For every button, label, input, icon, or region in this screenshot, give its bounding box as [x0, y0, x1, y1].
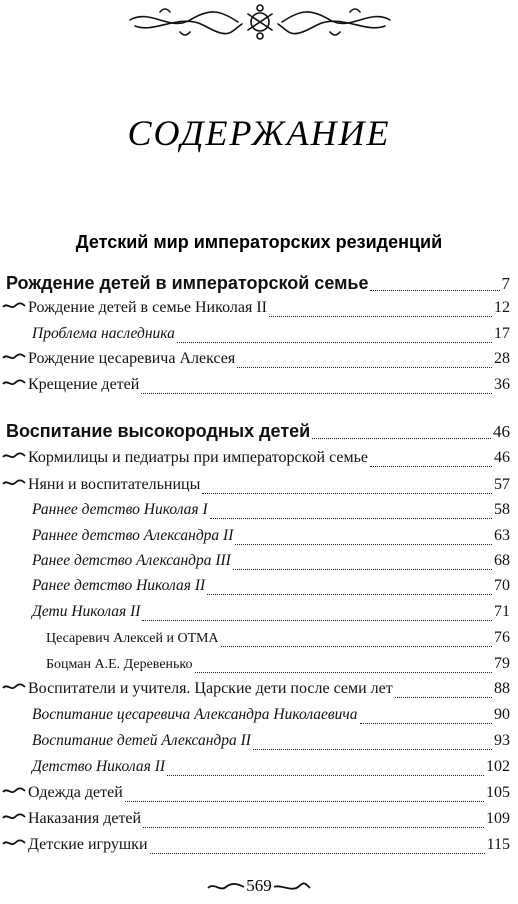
toc-page-number: 63 — [494, 527, 510, 544]
toc-entry — [0, 629, 518, 651]
toc-page-number: 17 — [494, 325, 510, 342]
toc-page-number: 46 — [493, 422, 510, 441]
toc-bullet — [0, 350, 28, 368]
toc-page-number: 68 — [494, 552, 510, 569]
page-title: СОДЕРЖАНИЕ — [127, 113, 391, 153]
toc-page-number: 57 — [494, 476, 510, 493]
toc-page-number: 58 — [494, 501, 510, 518]
dot-leader — [177, 342, 492, 343]
page-number: 569 — [246, 876, 272, 895]
toc-page-number: 90 — [494, 706, 510, 723]
dot-leader — [312, 438, 491, 439]
toc-entry — [0, 449, 518, 471]
swash-bullet-icon — [2, 785, 26, 797]
swash-bullet-icon — [2, 837, 26, 849]
toc-entry — [0, 758, 518, 780]
dot-leader — [207, 594, 492, 595]
toc-entry — [0, 680, 518, 702]
toc-entry — [0, 501, 518, 523]
swash-bullet-icon — [2, 377, 26, 389]
toc-page-number: 102 — [486, 758, 510, 775]
toc-page-number: 36 — [494, 376, 510, 393]
dot-leader — [269, 316, 492, 317]
toc-entry-title: Няни и воспитательницы — [28, 476, 201, 493]
swash-bullet-icon — [2, 477, 26, 489]
dot-leader — [221, 646, 492, 647]
toc-page-number: 79 — [494, 655, 510, 672]
toc-entry — [0, 552, 518, 574]
toc-bullet — [0, 476, 28, 494]
toc-entry — [0, 732, 518, 754]
toc-entry — [0, 527, 518, 549]
dot-leader — [370, 466, 492, 467]
toc-entry-title: Воспитание высокородных детей — [6, 421, 311, 441]
toc-entry — [0, 810, 518, 832]
toc-page-number: 76 — [494, 629, 510, 646]
swash-bullet-icon — [2, 300, 26, 312]
toc-page-number: 28 — [494, 350, 510, 367]
toc-entry-title: Цесаревич Алексей и ОТМА — [46, 631, 219, 646]
toc-entry — [0, 603, 518, 625]
dot-leader — [235, 544, 492, 545]
toc-page-number: 88 — [494, 680, 510, 697]
dot-leader — [202, 493, 492, 494]
toc-entry-title: Раннее детство Николая I — [32, 501, 208, 518]
toc-entry — [0, 655, 518, 677]
toc-page-number: 7 — [501, 274, 510, 293]
toc-page-number: 105 — [486, 784, 510, 801]
dot-leader — [233, 569, 492, 570]
toc-entry — [0, 784, 518, 806]
dot-leader — [142, 620, 492, 621]
toc-entry — [0, 273, 518, 295]
toc-entry-title: Ранее детство Александра III — [32, 552, 231, 569]
toc-entry — [0, 376, 518, 398]
toc-entry-title: Кормилицы и педиатры при императорской семье — [28, 449, 369, 466]
left-swash-icon — [206, 881, 246, 893]
dot-leader — [167, 775, 484, 776]
toc-entry-title: Воспитание цесаревича Александра Николаевича — [32, 706, 358, 723]
toc-entry — [0, 421, 518, 443]
toc-page-number: 46 — [494, 449, 510, 466]
toc-entry — [0, 299, 518, 321]
swash-bullet-icon — [2, 351, 26, 363]
toc-entry-title: Детство Николая II — [32, 758, 166, 775]
dot-leader — [210, 518, 492, 519]
dot-leader — [143, 827, 484, 828]
toc-page-number: 70 — [494, 577, 510, 594]
toc-entry-title: Проблема наследника — [32, 325, 175, 342]
toc-entry-title: Крещение детей — [28, 376, 140, 393]
swash-bullet-icon — [2, 811, 26, 823]
toc-entry-title: Рождение детей в императорской семье — [6, 273, 369, 293]
toc-entry-title: Рождение цесаревича Алексея — [28, 350, 236, 367]
toc-page-number: 109 — [486, 810, 510, 827]
toc-entry-title: Ранее детство Николая II — [32, 577, 206, 594]
toc-entry-title: Дети Николая II — [32, 603, 141, 620]
section-heading: Детский мир императорских резиденций — [75, 232, 443, 252]
toc-page-number: 115 — [486, 836, 510, 853]
toc-bullet — [0, 784, 28, 802]
toc-bullet — [0, 376, 28, 394]
dot-leader — [395, 697, 492, 698]
toc-bullet — [0, 299, 28, 317]
toc-page-number: 71 — [494, 603, 510, 620]
toc-bullet — [0, 836, 28, 854]
toc-entry — [0, 476, 518, 498]
dot-leader — [370, 290, 499, 291]
swash-bullet-icon — [2, 450, 26, 462]
toc-entry — [0, 706, 518, 728]
toc-entry-title: Одежда детей — [28, 784, 123, 801]
toc-entry-title: Детские игрушки — [28, 836, 148, 853]
dot-leader — [125, 801, 484, 802]
toc-page-number: 12 — [494, 299, 510, 316]
toc-bullet — [0, 810, 28, 828]
dot-leader — [150, 853, 485, 854]
toc-entry-title: Боцман А.Е. Деревенько — [46, 657, 193, 672]
toc-bullet — [0, 680, 28, 698]
dot-leader — [360, 723, 492, 724]
toc-entry-title: Воспитание детей Александра II — [32, 732, 251, 749]
page-footer — [0, 876, 518, 896]
toc-entry-title: Воспитатели и учителя. Царские дети после семи лет — [28, 680, 393, 697]
dot-leader — [253, 749, 492, 750]
toc-entry — [0, 350, 518, 372]
toc-entry — [0, 836, 518, 858]
dot-leader — [141, 393, 492, 394]
toc-bullet — [0, 449, 28, 467]
dot-leader — [237, 367, 492, 368]
swash-bullet-icon — [2, 681, 26, 693]
toc-entry — [0, 577, 518, 599]
toc-page-number: 93 — [494, 732, 510, 749]
toc-entry-title: Наказания детей — [28, 810, 142, 827]
right-swash-icon — [272, 881, 312, 893]
toc-entry-title: Рождение детей в семье Николая II — [28, 299, 267, 316]
header-ornament — [120, 2, 400, 44]
dot-leader — [195, 672, 492, 673]
toc-entry-title: Раннее детство Александра II — [32, 527, 234, 544]
toc-entry — [0, 325, 518, 347]
